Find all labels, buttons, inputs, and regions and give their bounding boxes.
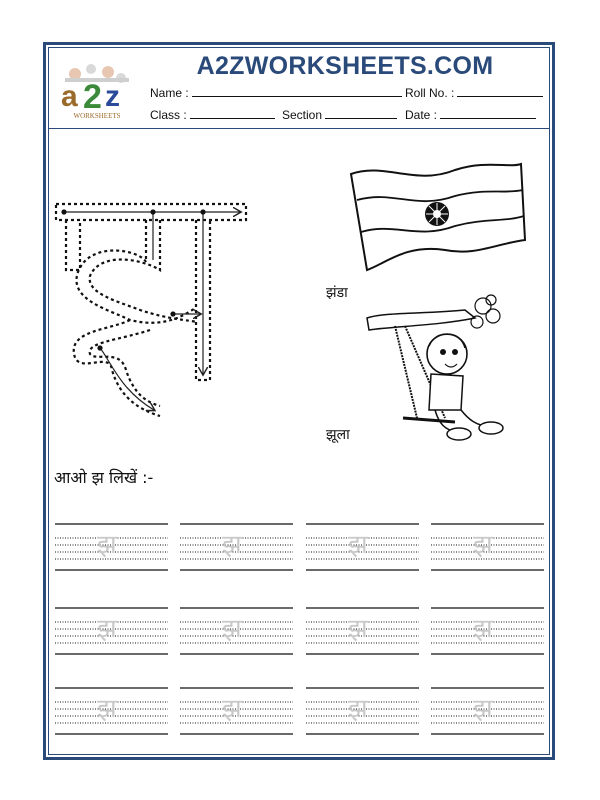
section-field[interactable] [282, 108, 397, 122]
class-label: Class : [150, 108, 187, 122]
writing-practice-box[interactable] [431, 604, 544, 656]
trace-letter: झ [473, 614, 493, 644]
writing-practice-box[interactable] [180, 604, 293, 656]
writing-practice-box[interactable] [431, 520, 544, 572]
svg-text:2: 2 [83, 78, 102, 116]
trace-letter: झ [473, 530, 493, 560]
flag-caption: झंडा [326, 285, 348, 301]
trace-letter: झ [97, 694, 117, 724]
trace-letter: झ [348, 694, 368, 724]
trace-letter: झ [348, 614, 368, 644]
name-label: Name : [150, 86, 189, 100]
logo-subtext: WORKSHEETS [73, 112, 121, 120]
class-field[interactable] [150, 108, 275, 122]
roll-number-field[interactable] [405, 86, 543, 100]
trace-letter: झ [222, 614, 242, 644]
writing-practice-box[interactable] [306, 684, 419, 736]
writing-practice-box[interactable] [306, 604, 419, 656]
writing-practice-box[interactable] [431, 684, 544, 736]
site-title: A2ZWORKSHEETS.COM [196, 52, 494, 80]
date-label: Date : [405, 108, 438, 122]
svg-text:a: a [61, 80, 78, 113]
name-field[interactable] [150, 86, 402, 100]
writing-practice-box[interactable] [306, 520, 419, 572]
swing-illustration [365, 290, 505, 445]
writing-practice-box[interactable] [180, 684, 293, 736]
svg-text:z: z [105, 80, 120, 113]
header-divider [48, 128, 550, 129]
trace-letter: झ [348, 530, 368, 560]
trace-letter: झ [97, 530, 117, 560]
practice-prompt: आओ झ लिखें :- [54, 468, 154, 487]
trace-letter: झ [97, 614, 117, 644]
flag-illustration [345, 160, 530, 275]
writing-practice-box[interactable] [180, 520, 293, 572]
trace-letter: झ [222, 530, 242, 560]
roll-number-label: Roll No. : [405, 86, 455, 100]
date-field[interactable] [405, 108, 536, 122]
trace-letter: झ [222, 694, 242, 724]
site-logo [55, 60, 140, 122]
writing-practice-box[interactable] [55, 520, 168, 572]
section-label: Section [282, 108, 323, 122]
trace-letter: झ [473, 694, 493, 724]
swing-caption: झूला [326, 427, 350, 443]
traceable-letter-illustration [50, 190, 260, 430]
writing-practice-box[interactable] [55, 604, 168, 656]
writing-practice-box[interactable] [55, 684, 168, 736]
